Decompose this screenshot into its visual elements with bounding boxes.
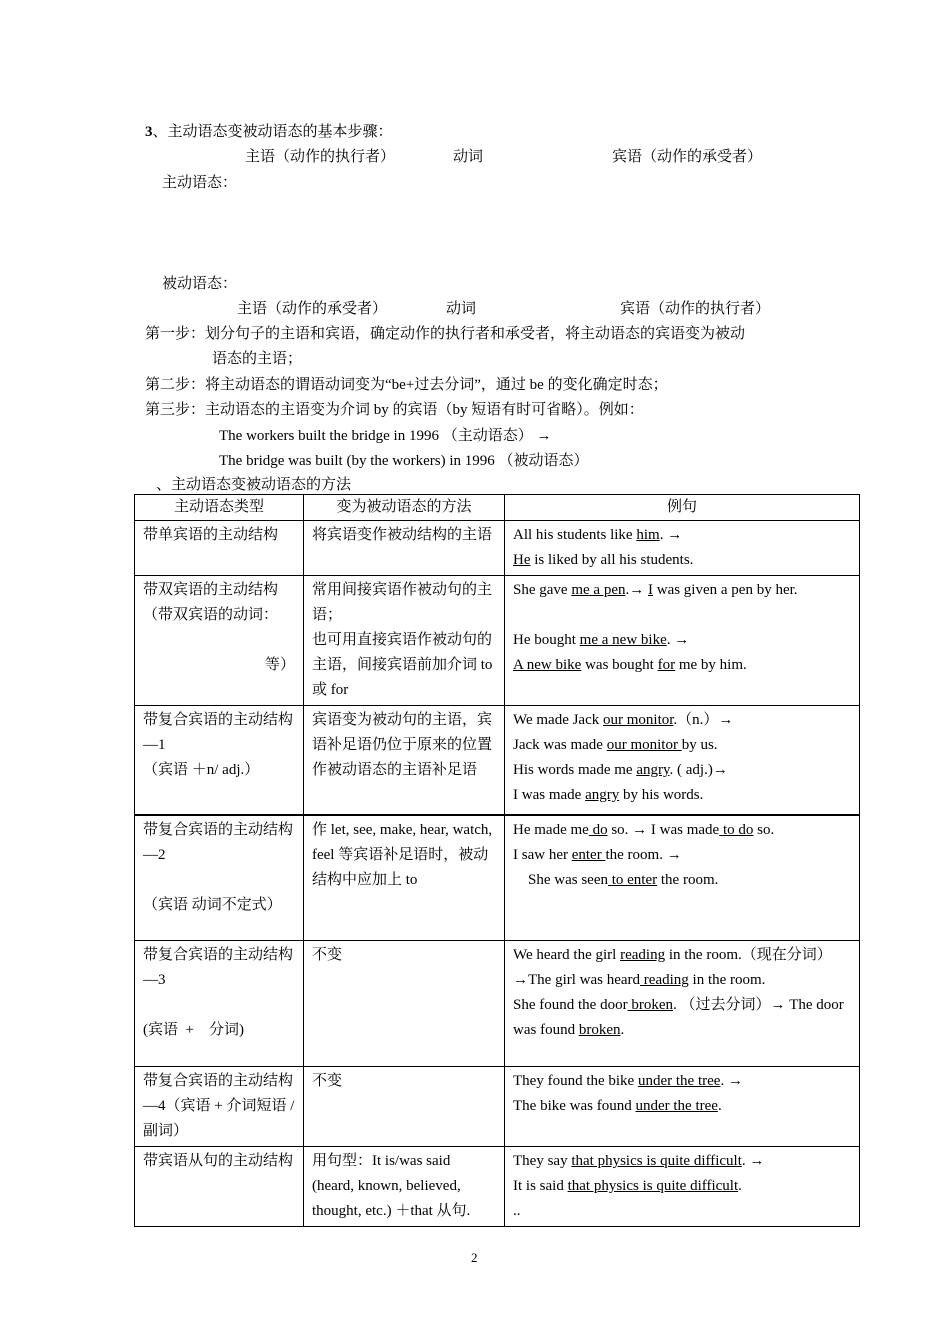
- active-verb: 动词: [453, 149, 484, 165]
- row-method: 将宾语变作被动结构的主语: [304, 521, 505, 576]
- row-type: 带单宾语的主动结构: [135, 521, 304, 576]
- header-type: 主动语态类型: [135, 495, 304, 521]
- row-example: They found the bike under the tree. → The bike was found under the tree.: [505, 1067, 860, 1147]
- row-example: She gave me a pen.→ I was given a pen by her. He bought me a new bike. → A new bike was bought for me by him.: [505, 576, 860, 706]
- row-method: 常用间接宾语作被动句的主语； 也可用直接宾语作被动句的主语，间接宾语前加介词 to 或 for: [304, 576, 505, 706]
- header-method: 变为被动语态的方法: [304, 495, 505, 521]
- row-type: 带复合宾语的主动结构—2 （宾语 动词不定式）: [135, 815, 304, 941]
- row-example: We heard the girl reading in the room.（现在分词）→The girl was heard reading in the room. She found the door broken. （过去分词）→ The door was found broken.: [505, 941, 860, 1067]
- passive-label: 被动语态：: [162, 276, 238, 292]
- example-active: The workers built the bridge in 1996 （主动语态） →: [219, 428, 552, 444]
- step-2: 第二步：将主动语态的谓语动词变为“be+过去分词”，通过 be 的变化确定时态；: [145, 377, 668, 393]
- table-row: [135, 706, 860, 816]
- step-1-cont: 语态的主语；: [212, 351, 303, 367]
- active-object: 宾语（动作的承受者）: [612, 149, 763, 165]
- row-type: 带复合宾语的主动结构—1 （宾语 ＋n/ adj.）: [135, 706, 304, 816]
- header-example: 例句: [505, 495, 860, 521]
- row-method: 不变: [304, 1067, 505, 1147]
- active-label: 主动语态：: [162, 175, 238, 191]
- passive-object: 宾语（动作的执行者）: [620, 301, 771, 317]
- row-type: 带复合宾语的主动结构—3 (宾语 + 分词): [135, 941, 304, 1067]
- step-1: 第一步：划分句子的主语和宾语，确定动作的执行者和承受者，将主动语态的宾语变为被动: [145, 326, 746, 342]
- row-example: He made me do so. → I was made to do so. I saw her enter the room. → She was seen to enter the room.: [505, 815, 860, 941]
- row-method: 不变: [304, 941, 505, 1067]
- table-row: [135, 576, 860, 706]
- row-type: 带宾语从句的主动结构: [135, 1147, 304, 1227]
- row-type: 带复合宾语的主动结构—4（宾语 + 介词短语 / 副词）: [135, 1067, 304, 1147]
- row-example: They say that physics is quite difficult. → It is said that physics is quite difficult. ..: [505, 1147, 860, 1227]
- passive-verb: 动词: [446, 301, 477, 317]
- voice-table: [134, 494, 860, 1227]
- section-number: 3: [145, 124, 153, 140]
- table-row: [135, 1067, 860, 1147]
- row-example: All his students like him. → He is liked by all his students.: [505, 521, 860, 576]
- section-heading: [145, 120, 393, 141]
- section-heading-text: 、主动语态变被动语态的基本步骤：: [152, 124, 393, 140]
- step-3: 第三步：主动语态的主语变为介词 by 的宾语（by 短语有时可省略）。例如：: [145, 402, 644, 418]
- table-header-row: [135, 495, 860, 521]
- row-example: We made Jack our monitor.（n.）→ Jack was made our monitor by us. His words made me angry. ( adj.)→ I was made angry by his words.: [505, 706, 860, 816]
- active-subject: 主语（动作的执行者）: [245, 149, 396, 165]
- row-method: 宾语变为被动句的主语，宾语补足语仍位于原来的位置作被动语态的主语补足语: [304, 706, 505, 816]
- row-method: 作 let, see, make, hear, watch, feel 等宾语补足语时，被动结构中应加上 to: [304, 815, 505, 941]
- example-passive: The bridge was built (by the workers) in 1996 （被动语态）: [219, 453, 589, 469]
- table-row: [135, 521, 860, 576]
- table-row: [135, 815, 860, 941]
- row-method: 用句型：It is/was said (heard, known, believed, thought, etc.) ＋that 从句.: [304, 1147, 505, 1227]
- page-number: 2: [471, 1250, 478, 1265]
- table-row: [135, 941, 860, 1067]
- table-caption: 、主动语态变被动语态的方法: [156, 477, 352, 493]
- passive-subject: 主语（动作的承受者）: [237, 301, 388, 317]
- row-type: 带双宾语的主动结构（带双宾语的动词： 等）: [135, 576, 304, 706]
- table-row: [135, 1147, 860, 1227]
